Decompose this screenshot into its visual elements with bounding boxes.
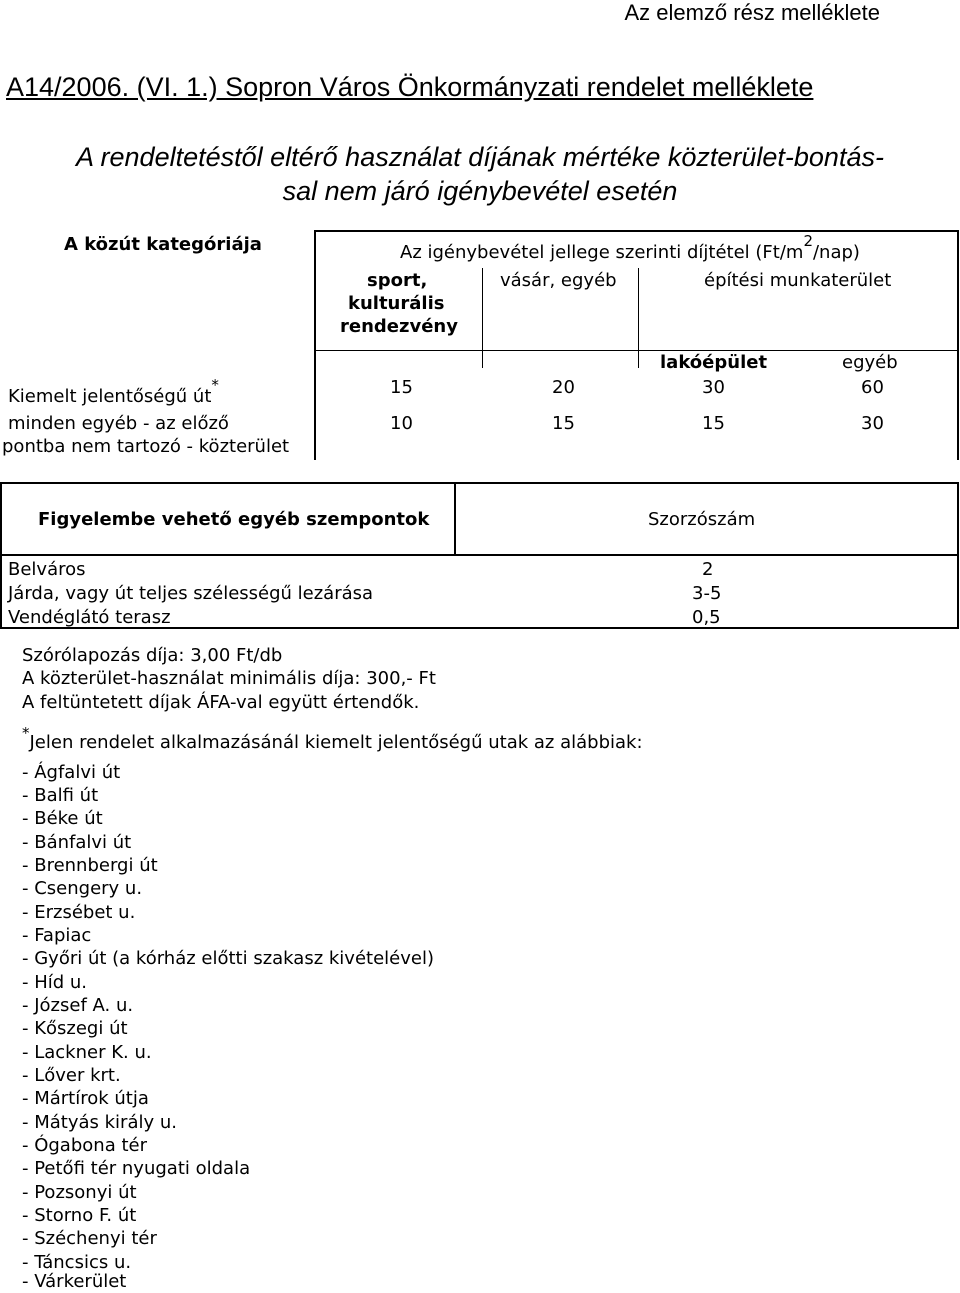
- mult-row-label: Belváros: [8, 559, 86, 580]
- fee-table-right-border: [957, 230, 959, 460]
- row1-market-value: 20: [552, 377, 575, 398]
- list-item: - Mártírok útja: [22, 1088, 149, 1109]
- row1-residential-value: 30: [702, 377, 725, 398]
- row-label-other-line-2: pontba nem tartozó - közterület: [2, 436, 290, 457]
- sub-other: egyéb: [842, 352, 898, 373]
- rate-header: Az igénybevétel jellege szerinti díjtétel $(Ft/m^2/nap)$: [400, 232, 860, 263]
- list-item: - Kőszegi út: [22, 1018, 128, 1039]
- regulation-title: A14/2006. (VI. 1.) Sopron Város Önkormányzati rendelet melléklete: [6, 72, 814, 102]
- subtitle-line-1: A rendeltetéstől eltérő használat díjának mértéke közterület-bontás-: [76, 142, 884, 172]
- list-item: - Mátyás király u.: [22, 1112, 177, 1133]
- fee-table-left-border: [314, 230, 316, 460]
- mult-row-value: 0,5: [692, 607, 721, 628]
- list-item: - Ógabona tér: [22, 1135, 147, 1156]
- note-minimum-fee: A közterület-használat minimális díja: 300,- Ft: [22, 668, 436, 689]
- mult-header-factor: Figyelembe vehető egyéb szempontok: [38, 509, 430, 530]
- fee-table-divider-1: [482, 268, 483, 368]
- list-item: - Ágfalvi út: [22, 762, 121, 783]
- mult-row-value: 2: [702, 559, 714, 580]
- row2-market-value: 15: [552, 413, 575, 434]
- list-item: - Széchenyi tér: [22, 1228, 157, 1249]
- note-vat: A feltüntetett díjak ÁFA-val együtt értendők.: [22, 692, 420, 713]
- mult-row-label: Vendéglátó terasz: [8, 607, 171, 628]
- list-item: - József A. u.: [22, 995, 134, 1016]
- fee-table-divider-2: [638, 268, 639, 368]
- footnote: *Jelen rendelet alkalmazásánál kiemelt jelentőségű utak az alábbiak:: [22, 724, 643, 753]
- col-sport-line-1: sport,: [367, 270, 428, 291]
- col-sport-line-3: rendezvény: [340, 316, 458, 337]
- annex-label: Az elemző rész melléklete: [624, 0, 880, 25]
- mult-header-divider: [454, 482, 456, 556]
- mult-row-value: 3-5: [692, 583, 722, 604]
- row2-sport-value: 10: [390, 413, 413, 434]
- list-item: - Béke út: [22, 808, 103, 829]
- list-item: - Lőver krt.: [22, 1065, 121, 1086]
- subtitle-line-2: sal nem járó igénybevétel esetén: [282, 176, 678, 206]
- list-item: - Lackner K. u.: [22, 1042, 152, 1063]
- row2-other-value: 30: [861, 413, 884, 434]
- list-item: - Várkerület: [22, 1271, 127, 1292]
- row1-sport-value: 15: [390, 377, 413, 398]
- fee-table-mid-border: [315, 350, 958, 351]
- mult-top-border: [0, 482, 959, 484]
- mult-header-bottom-border: [0, 554, 959, 556]
- list-item: - Erzsébet u.: [22, 902, 136, 923]
- col-construction: építési munkaterület: [704, 270, 892, 291]
- list-item: - Bánfalvi út: [22, 832, 132, 853]
- mult-row-label: Járda, vagy út teljes szélességű lezárása: [8, 583, 374, 604]
- sub-residential: lakóépület: [660, 352, 768, 373]
- list-item: - Pozsonyi út: [22, 1182, 137, 1203]
- list-item: - Híd u.: [22, 972, 88, 993]
- list-item: - Táncsics u.: [22, 1252, 132, 1273]
- list-item: - Balfi út: [22, 785, 99, 806]
- row1-other-value: 60: [861, 377, 884, 398]
- row2-residential-value: 15: [702, 413, 725, 434]
- col-sport-line-2: kulturális: [348, 293, 445, 314]
- col-market: vásár, egyéb: [500, 270, 617, 291]
- fee-table-top-border: [314, 230, 959, 232]
- row-label-main-road: Kiemelt jelentőségű út*: [8, 376, 219, 407]
- list-item: - Petőfi tér nyugati oldala: [22, 1158, 251, 1179]
- list-item: - Brennbergi út: [22, 855, 158, 876]
- mult-header-multiplier: Szorzószám: [648, 509, 756, 530]
- list-item: - Csengery u.: [22, 878, 143, 899]
- row-label-other-line-1: minden egyéb - az előző: [8, 413, 229, 434]
- note-leaflet-fee: Szórólapozás díja: 3,00 Ft/db: [22, 645, 283, 666]
- list-item: - Győri út (a kórház előtti szakasz kivételével): [22, 948, 434, 969]
- category-header: A közút kategóriája: [64, 234, 262, 255]
- list-item: - Fapiac: [22, 925, 92, 946]
- list-item: - Storno F. út: [22, 1205, 137, 1226]
